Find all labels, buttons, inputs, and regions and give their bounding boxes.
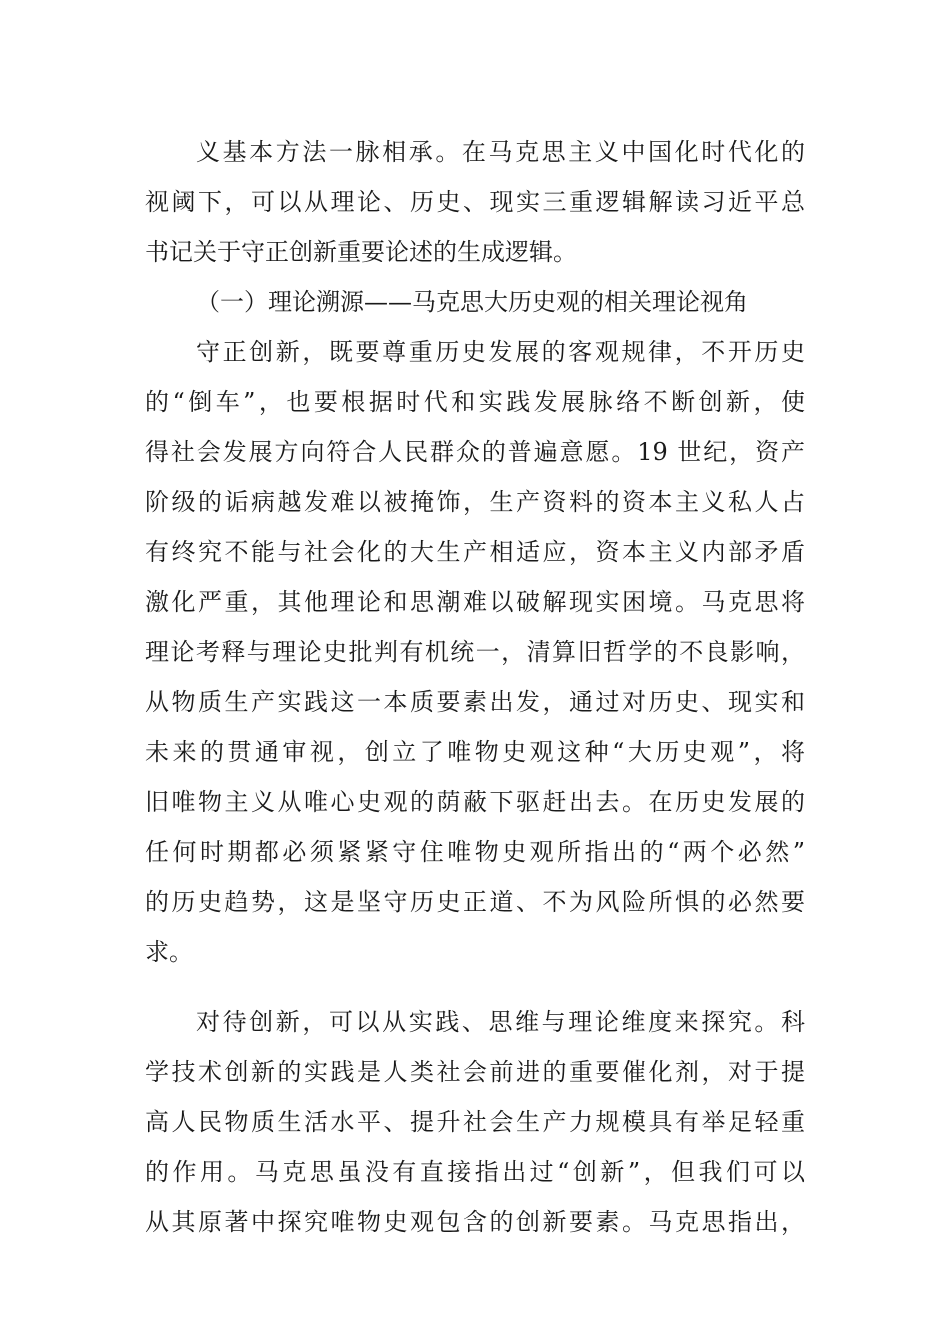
paragraph-line: 理论考释与理论史批判有机统一，清算旧哲学的不良影响， <box>145 638 805 666</box>
paragraph-line: 义基本方法一脉相承。在马克思主义中国化时代化的 <box>196 138 805 166</box>
paragraph-line: 求。 <box>145 938 193 966</box>
paragraph-line: 学技术创新的实践是人类社会前进的重要催化剂，对于提 <box>145 1058 805 1086</box>
paragraph-line: 书记关于守正创新重要论述的生成逻辑。 <box>145 238 577 266</box>
paragraph-line: 从其原著中探究唯物史观包含的创新要素。马克思指出， <box>145 1208 805 1236</box>
paragraph-line: 得社会发展方向符合人民群众的普遍意愿。19 世纪，资产 <box>145 438 805 466</box>
paragraph-line: 从物质生产实践这一本质要素出发，通过对历史、现实和 <box>145 688 805 716</box>
paragraph-line: 旧唯物主义从唯心史观的荫蔽下驱赶出去。在历史发展的 <box>145 788 805 816</box>
paragraph-line: 有终究不能与社会化的大生产相适应，资本主义内部矛盾 <box>145 538 805 566</box>
paragraph-line: 的历史趋势，这是坚守历史正道、不为风险所惧的必然要 <box>145 888 805 916</box>
paragraph-line: 的作用。马克思虽没有直接指出过“创新”，但我们可以 <box>145 1158 805 1186</box>
paragraph-line: 视阈下，可以从理论、历史、现实三重逻辑解读习近平总 <box>145 188 805 216</box>
paragraph-line: 守正创新，既要尊重历史发展的客观规律，不开历史 <box>196 338 805 366</box>
section-heading: （一）理论溯源——马克思大历史观的相关理论视角 <box>196 288 748 316</box>
paragraph-line: 激化严重，其他理论和思潮难以破解现实困境。马克思将 <box>145 588 805 616</box>
paragraph-line: 未来的贯通审视，创立了唯物史观这种“大历史观”，将 <box>145 738 805 766</box>
paragraph-line: 阶级的诟病越发难以被掩饰，生产资料的资本主义私人占 <box>145 488 805 516</box>
paragraph-line: 对待创新，可以从实践、思维与理论维度来探究。科 <box>196 1008 805 1036</box>
paragraph-line: 的“倒车”，也要根据时代和实践发展脉络不断创新，使 <box>145 388 805 416</box>
paragraph-line: 高人民物质生活水平、提升社会生产力规模具有举足轻重 <box>145 1108 805 1136</box>
paragraph-line: 任何时期都必须紧紧守住唯物史观所指出的“两个必然” <box>145 838 805 866</box>
